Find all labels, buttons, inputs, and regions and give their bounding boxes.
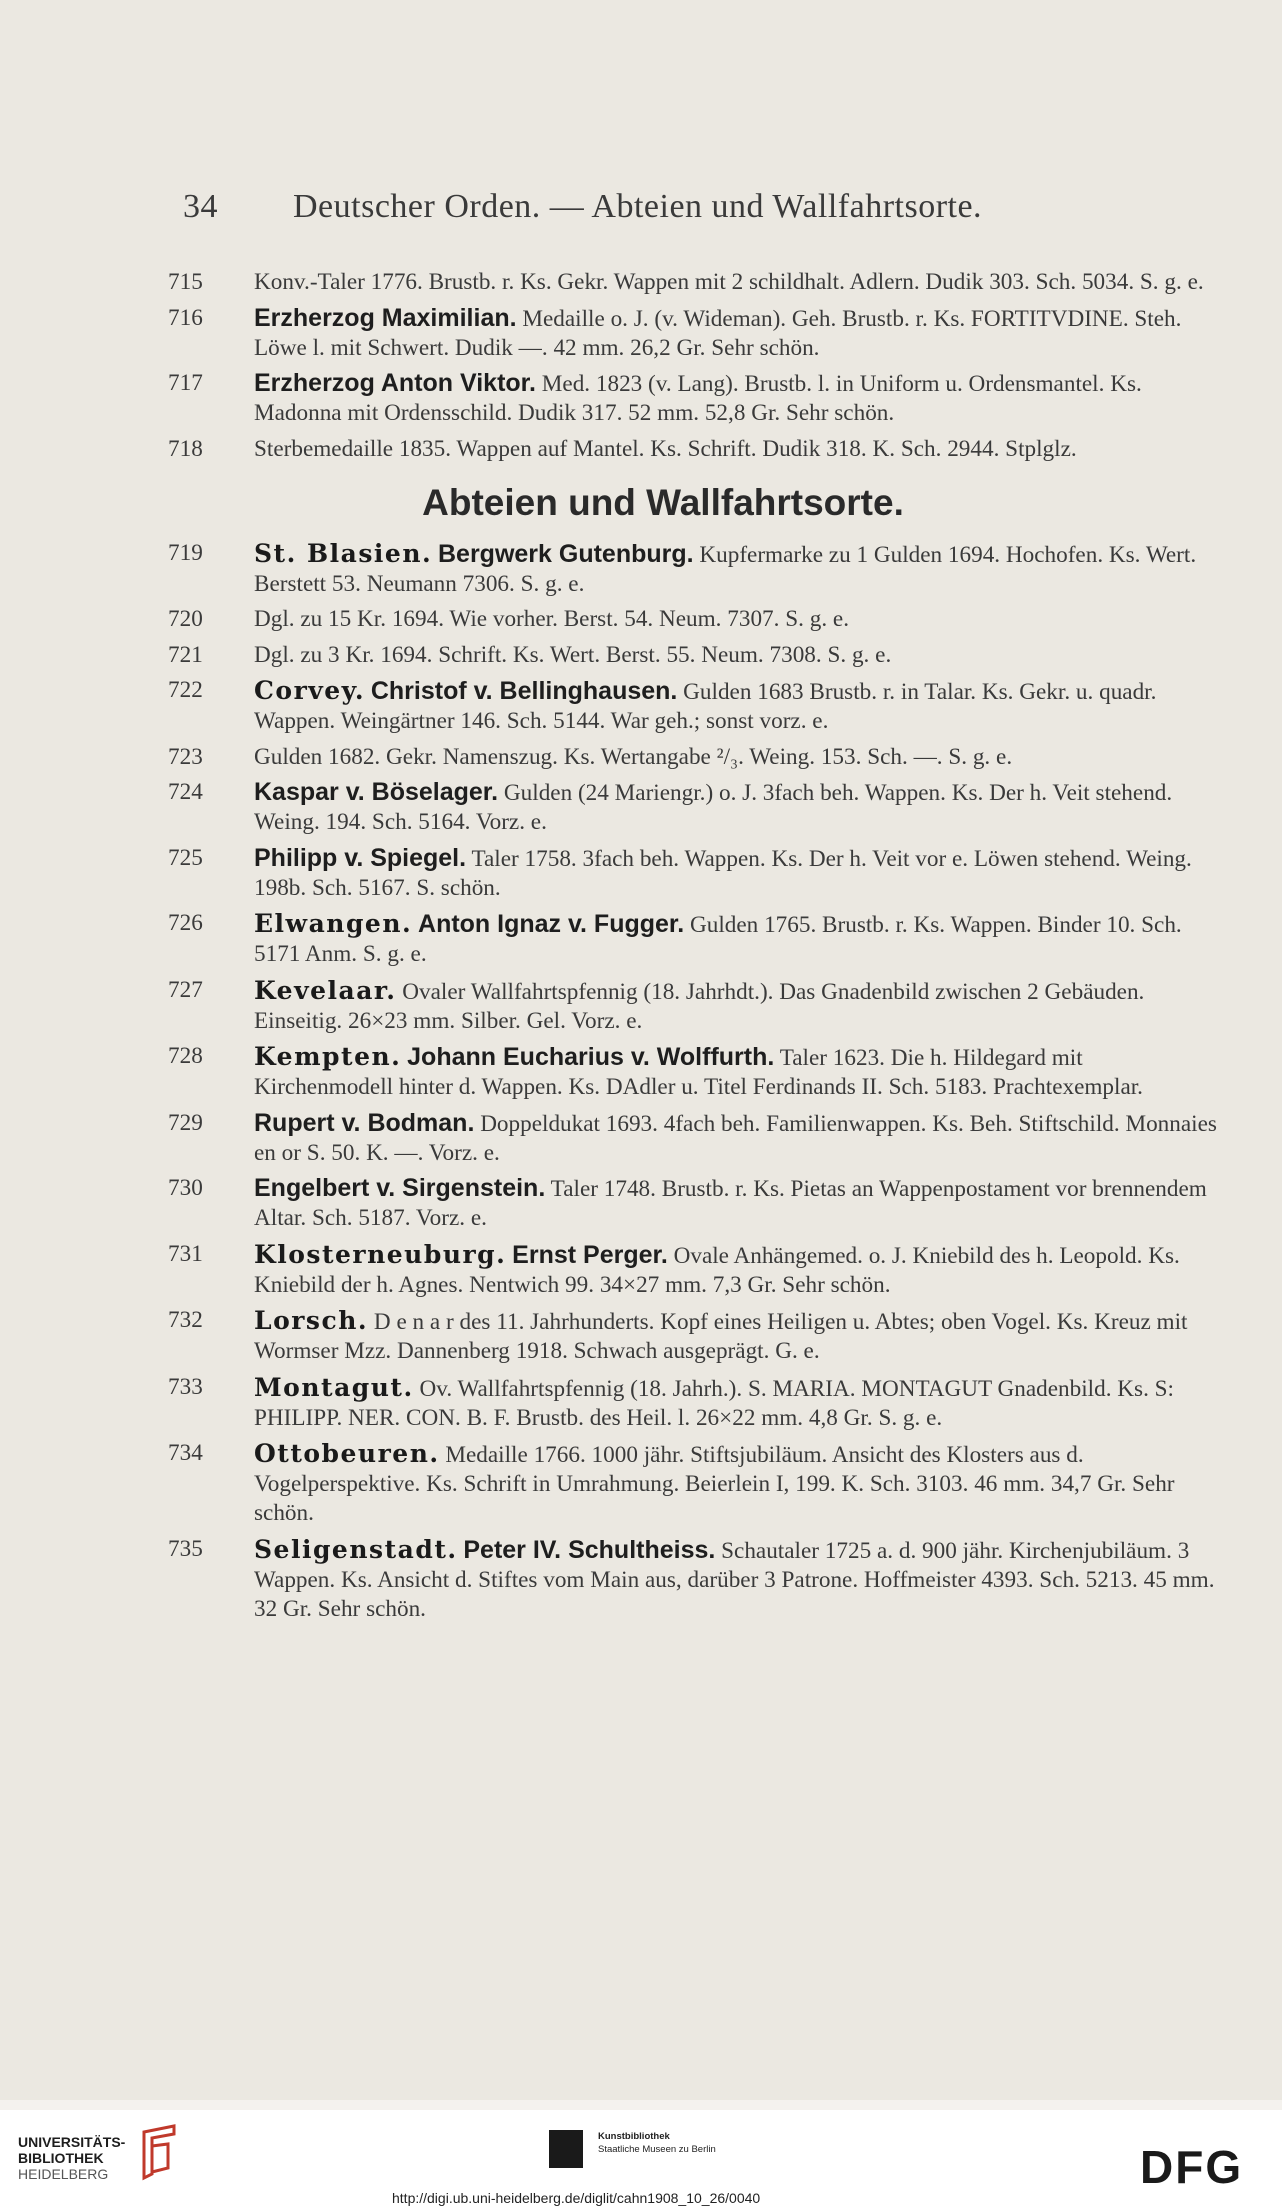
kb-line-2: Staatliche Museen zu Berlin	[598, 2144, 716, 2155]
entry-heading: Rupert v. Bodman.	[254, 1108, 475, 1137]
catalog-entry	[168, 909, 1218, 969]
catalog-entry	[168, 778, 1218, 837]
entry-number: 724	[168, 779, 203, 805]
catalog-entry	[168, 1109, 1218, 1168]
entry-heading: Bergwerk Gutenburg.	[438, 539, 694, 568]
entry-number: 720	[168, 606, 203, 632]
entries-group-abteien	[168, 539, 1218, 1624]
entry-number: 725	[168, 844, 203, 871]
catalog-entry	[168, 976, 1218, 1036]
entry-number: 731	[168, 1240, 203, 1267]
catalog-entries	[168, 268, 1218, 1630]
entry-number: 721	[168, 641, 203, 668]
catalog-entry	[168, 1373, 1218, 1433]
entry-number: 723	[168, 743, 203, 770]
logo-line-2: BIBLIOTHEK	[18, 2150, 104, 2166]
entry-place: Elwangen.	[254, 909, 413, 938]
entry-heading: Johann Eucharius v. Wolffurth.	[407, 1043, 775, 1071]
entries-group-deutscher-orden	[168, 268, 1218, 464]
entry-number: 735	[168, 1535, 203, 1562]
catalog-entry	[168, 304, 1218, 363]
footer-bar	[0, 2110, 1282, 2210]
entry-number: 722	[168, 677, 203, 703]
entry-description: Med. 1823 (v. Lang). Brustb. l. in Uniform u. Ordensmantel. Ks. Madonna mit Ordensschild. Dudik 317. 52 mm. 52,8 Gr. Sehr schön.	[254, 371, 1142, 426]
entry-description: Konv.-Taler 1776. Brustb. r. Ks. Gekr. Wappen mit 2 schildhalt. Adlern. Dudik 303. Sch. 5034. S. g. e.	[254, 269, 1204, 295]
entry-number: 732	[168, 1307, 203, 1333]
catalog-entry	[168, 435, 1218, 464]
entry-heading: Christof v. Bellinghausen.	[370, 677, 678, 705]
logo-line-3: HEIDELBERG	[18, 2166, 109, 2182]
catalog-entry	[168, 369, 1218, 428]
entry-heading: Engelbert v. Sirgenstein.	[254, 1174, 546, 1202]
entry-description: Ov. Wallfahrtspfennig (18. Jahrh.). S. MARIA. MONTAGUT Gnadenbild. Ks. S: PHILIPP. NER. CON. B. F. Brustb. des Heil. l. 26×22 mm. 4,8 Gr. S. g. e.	[254, 1375, 1175, 1431]
entry-place: Ottobeuren.	[254, 1439, 440, 1468]
entry-description: Gulden 1682. Gekr. Namenszug. Ks. Wertangabe ²/₃. Weing. 153. Sch. —. S. g. e.	[254, 743, 1013, 770]
permalink-url[interactable]: http://digi.ub.uni-heidelberg.de/diglit/cahn1908_10_26/0040	[392, 2190, 761, 2206]
catalog-entry	[168, 844, 1218, 903]
entry-heading: Ernst Perger.	[512, 1240, 668, 1269]
catalog-entry	[168, 605, 1218, 634]
entry-number: 733	[168, 1373, 203, 1400]
entry-number: 719	[168, 539, 203, 566]
entry-heading: Peter IV. Schultheiss.	[463, 1535, 716, 1564]
entry-number: 718	[168, 435, 203, 462]
entry-description: Ovaler Wallfahrtspfennig (18. Jahrhdt.). Das Gnadenbild zwischen 2 Gebäuden. Einseitig. 26×23 mm. Silber. Gel. Vorz. e.	[254, 978, 1145, 1034]
catalog-entry	[168, 1174, 1218, 1233]
entry-description: Dgl. zu 15 Kr. 1694. Wie vorher. Berst. 54. Neum. 7307. S. g. e.	[254, 606, 850, 632]
page-header	[183, 188, 1083, 226]
entry-description: Dgl. zu 3 Kr. 1694. Schrift. Ks. Wert. Berst. 55. Neum. 7308. S. g. e.	[254, 641, 892, 668]
entry-place: Kevelaar.	[254, 975, 397, 1005]
entry-place: Klosterneuburg.	[254, 1239, 507, 1269]
entry-number: 729	[168, 1109, 203, 1136]
kunstbibliothek-label	[598, 2130, 716, 2156]
entry-description: Taler 1623. Die h. Hildegard mit Kirchenmodell hinter d. Wappen. Ks. DAdler u. Titel Ferdinands II. Sch. 5183. Prachtexemplar.	[254, 1045, 1143, 1100]
entry-place: St. Blasien.	[254, 538, 433, 568]
entry-number: 715	[168, 269, 203, 295]
entry-number: 730	[168, 1175, 203, 1201]
entry-number: 728	[168, 1043, 203, 1069]
university-library-logo[interactable]	[18, 2134, 125, 2182]
entry-heading: Kaspar v. Böselager.	[254, 778, 499, 806]
entry-number: 727	[168, 976, 203, 1003]
catalog-entry	[168, 743, 1218, 772]
entry-number: 726	[168, 910, 203, 936]
dfg-logo[interactable]: DFG	[1140, 2141, 1244, 2193]
entry-number: 716	[168, 304, 203, 331]
entry-place: Lorsch.	[254, 1306, 369, 1335]
entry-heading: Erzherzog Anton Viktor.	[254, 369, 536, 397]
entry-description: Sterbemedaille 1835. Wappen auf Mantel. Ks. Schrift. Dudik 318. K. Sch. 2944. Stplglz.	[254, 435, 1077, 462]
entry-description: Gulden (24 Mariengr.) o. J. 3fach beh. Wappen. Ks. Der h. Veit stehend. Weing. 194. Sch. 5164. Vorz. e.	[254, 780, 1173, 835]
entry-place: Corvey.	[254, 676, 366, 705]
entry-description: Taler 1748. Brustb. r. Ks. Pietas an Wappenpostament vor brennendem Altar. Sch. 5187. Vorz. e.	[254, 1176, 1207, 1231]
entry-number: 734	[168, 1440, 203, 1466]
entry-description: Taler 1758. 3fach beh. Wappen. Ks. Der h. Veit vor e. Löwen stehend. Weing. 198b. Sch. 5167. S. schön.	[254, 845, 1192, 901]
entry-description: Gulden 1765. Brustb. r. Ks. Wappen. Binder 10. Sch. 5171 Anm. S. g. e.	[254, 912, 1182, 967]
entry-description: Medaille 1766. 1000 jähr. Stiftsjubiläum. Ansicht des Klosters aus d. Vogelperspektive. Ks. Schrift in Umrahmung. Beierlein I, 199. K. Sch. 3103. 46 mm. 34,7 Gr. Sehr schön.	[254, 1442, 1175, 1526]
catalog-entry	[168, 676, 1218, 736]
catalog-entry	[168, 1042, 1218, 1102]
catalog-entry	[168, 1306, 1218, 1366]
catalog-entry	[168, 268, 1218, 297]
entry-place: Kempten.	[254, 1042, 402, 1071]
entry-heading: Anton Ignaz v. Fugger.	[418, 910, 685, 938]
catalog-entry	[168, 641, 1218, 670]
running-title: Deutscher Orden. — Abteien und Wallfahrtsorte.	[293, 188, 983, 225]
entry-number: 717	[168, 370, 203, 396]
catalog-entry	[168, 539, 1218, 599]
catalog-entry	[168, 1240, 1218, 1300]
entry-description: D e n a r des 11. Jahrhunderts. Kopf eines Heiligen u. Abtes; oben Vogel. Ks. Kreuz mit Wormser Mzz. Dannenberg 1918. Schwach ausgeprägt. G. e.	[254, 1309, 1188, 1364]
kb-line-1: Kunstbibliothek	[598, 2131, 670, 2142]
entry-description: Medaille o. J. (v. Wideman). Geh. Brustb. r. Ks. FORTITVDINE. Steh. Löwe l. mit Schwert. Dudik —. 42 mm. 26,2 Gr. Sehr schön.	[254, 305, 1182, 361]
entry-description: Doppeldukat 1693. 4fach beh. Familienwappen. Ks. Beh. Stiftschild. Monnaies en or S. 50. K. —. Vorz. e.	[254, 1110, 1217, 1166]
catalog-entry	[168, 1439, 1218, 1528]
entry-description: Gulden 1683 Brustb. r. in Talar. Ks. Gekr. u. quadr. Wappen. Weingärtner 146. Sch. 5144. War geh.; sonst vorz. e.	[254, 679, 1157, 734]
entry-place: Seligenstadt.	[254, 1534, 458, 1564]
kunstbibliothek-logo-icon	[549, 2130, 583, 2168]
entry-heading: Erzherzog Maximilian.	[254, 303, 517, 332]
catalog-entry	[168, 1535, 1218, 1624]
entry-description: Kupfermarke zu 1 Gulden 1694. Hochofen. Ks. Wert. Berstett 53. Neumann 7306. S. g. e.	[254, 541, 1197, 597]
page-number: 34	[183, 188, 218, 225]
entry-description: Schautaler 1725 a. d. 900 jähr. Kirchenjubiläum. 3 Wappen. Ks. Ansicht d. Stiftes vom Main aus, darüber 3 Patrone. Hoffmeister 4393. Sch. 5213. 45 mm. 32 Gr. Sehr schön.	[254, 1537, 1215, 1622]
section-heading: Abteien und Wallfahrtsorte.	[422, 481, 904, 523]
entry-description: Ovale Anhängemed. o. J. Kniebild des h. Leopold. Ks. Kniebild der h. Agnes. Nentwich 99. 34×27 mm. 7,3 Gr. Sehr schön.	[254, 1242, 1180, 1298]
entry-place: Montagut.	[254, 1372, 414, 1402]
logo-line-1: UNIVERSITÄTS-	[18, 2134, 126, 2150]
university-emblem-icon	[134, 2124, 180, 2182]
entry-heading: Philipp v. Spiegel.	[254, 843, 467, 872]
